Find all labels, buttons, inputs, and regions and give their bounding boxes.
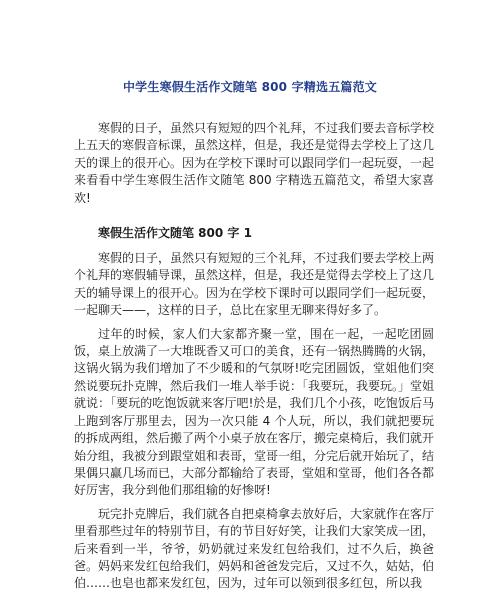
intro-paragraph: 寒假的日子，虽然只有短短的四个礼拜，不过我们要去音标学校上五天的寒假音标课，虽然这样，但是，我还是觉得去学校上了这几天的课上的很开心。因为在学校下课时可以跟同学们一起玩耍，一起来看看中学生寒假生活作文随笔 800 字精选五篇范文，希望大家喜欢! xyxy=(74,121,435,205)
section-heading: 寒假生活作文随笔 800 字 1 xyxy=(98,226,252,241)
body-paragraph-1: 寒假的日子，虽然只有短短的三个礼拜，不过我们要去学校上两个礼拜的寒假辅导课，虽然这样，但是，我还是觉得去学校上了这几天的辅导课上的很开心。因为在学校下课时可以跟同学们一起玩耍，一起聊天——，这样的日子，总比在家里无聊来得好多了。 xyxy=(74,251,435,318)
body-paragraph-2: 过年的时候，家人们大家都齐聚一堂，围在一起，一起吃团圆饭，桌上放满了一大堆既香又可口的美食，还有一锅热腾腾的火锅，这锅火锅为我们增加了不少暖和的气氛呀!吃完团圆饭，堂姐他们突然说要玩扑克牌，然后我们一堆人举手说：「我要玩，我要玩。」堂姐就说：「要玩的吃饱饭就来客厅吧!於是，我们几个小孩，吃饱饭后马上跑到客厅那里去，因为一次只能 4 个人玩，所以，我们就把要玩的拆成两组，然后搬了两个小桌子放在客厅，搬完桌椅后，我们就开始分组，我被分到跟堂姐和表哥，堂哥一组，分完后就开始玩了，结果偶只赢几场而已，大部分都输给了表哥，堂姐和堂哥，他们各各都好厉害，我分到他们那组输的好惨呀! xyxy=(74,326,435,498)
document-body xyxy=(74,120,434,593)
body-paragraph-3: 玩完扑克牌后，我们就各自把桌椅拿去放好后，大家就作在客厅里看那些过年的特别节目，有的节目好好笑，让我们大家笑成一团，后来看到一半，爷爷，奶奶就过来发红包给我们，过不久后，换爸爸。妈妈来发红包给我们，妈妈和爸爸发完后，又过不久，姑姑，伯伯……也皂也都来发红包，因为，过年可以领到很多红包，所以我 xyxy=(74,506,435,591)
document-title: 中学生寒假生活作文随笔 800 字精选五篇范文 xyxy=(122,80,377,94)
